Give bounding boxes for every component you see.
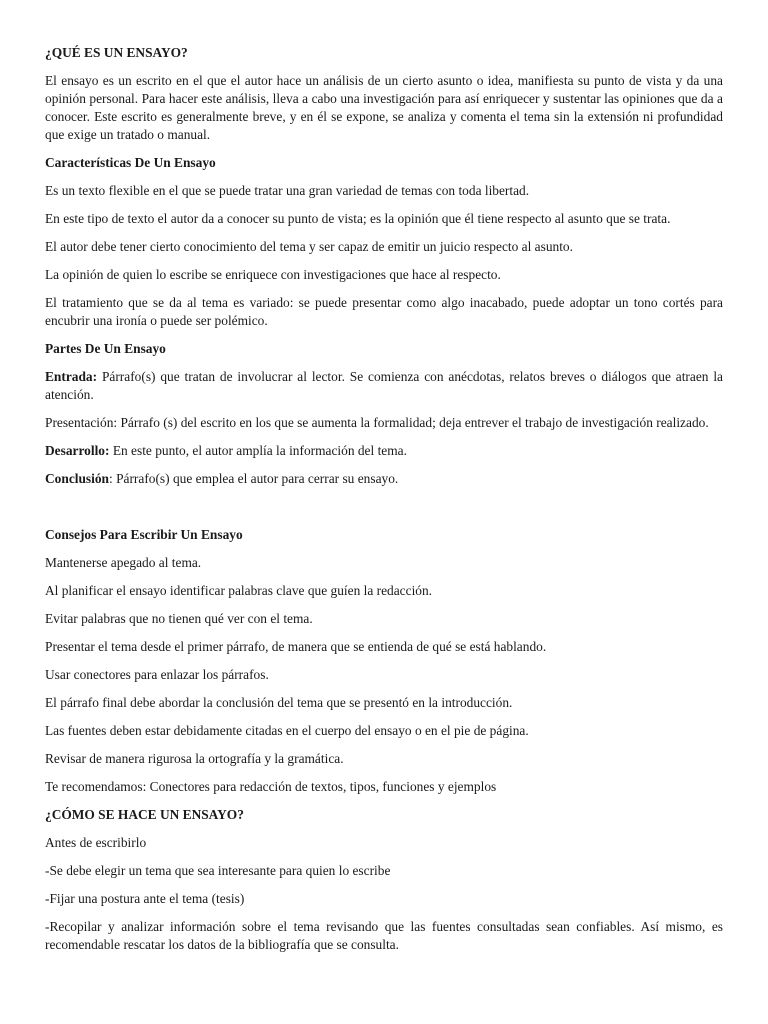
part-desarrollo	[45, 442, 723, 460]
list-item: Te recomendamos: Conectores para redacción de textos, tipos, funciones y ejemplos	[45, 779, 497, 794]
list-item: -Fijar una postura ante el tema (tesis)	[45, 891, 245, 906]
list-item: Mantenerse apegado al tema.	[45, 555, 202, 570]
list-item: El párrafo final debe abordar la conclusión del tema que se presentó en la introducción.	[45, 695, 513, 710]
list-item: La opinión de quien lo escribe se enriquece con investigaciones que hace al respecto.	[45, 267, 501, 282]
section-title-que-es: ¿QUÉ ES UN ENSAYO?	[45, 45, 188, 60]
paragraph-definition: El ensayo es un escrito en el que el autor hace un análisis de un cierto asunto o idea, manifiesta su punto de vista y da una opinión personal. Para hacer este análisis, lleva a cabo una investigación para así enriquecer y sustentar las opiniones que da a conocer. Este escrito es generalmente breve, y en él se expone, se analiza y comenta el tema sin la extensión ni profundidad que exige un tratado o manual.	[45, 73, 723, 142]
list-item: Evitar palabras que no tienen qué ver con el tema.	[45, 611, 313, 626]
section-title-consejos: Consejos Para Escribir Un Ensayo	[45, 527, 243, 542]
list-item: Usar conectores para enlazar los párrafos.	[45, 667, 269, 682]
list-item: Es un texto flexible en el que se puede tratar una gran variedad de temas con toda libertad.	[45, 183, 530, 198]
list-item: -Recopilar y analizar información sobre el tema revisando que las fuentes consultadas sean confiables. Así mismo, es recomendable rescatar los datos de la bibliografía que se consulta.	[45, 919, 723, 952]
spacer	[45, 498, 723, 526]
list-item: Revisar de manera rigurosa la ortografía y la gramática.	[45, 751, 344, 766]
list-item: El autor debe tener cierto conocimiento del tema y ser capaz de emitir un juicio respecto al asunto.	[45, 239, 573, 254]
section-title-partes: Partes De Un Ensayo	[45, 341, 166, 356]
part-conclusion	[45, 470, 723, 488]
list-item: Presentar el tema desde el primer párrafo, de manera que se entienda de qué se está hablando.	[45, 639, 547, 654]
part-entrada	[45, 368, 723, 404]
part-conclusion-text: : Párrafo(s) que emplea el autor para cerrar su ensayo.	[109, 471, 399, 486]
section-title-como-se-hace: ¿CÓMO SE HACE UN ENSAYO?	[45, 807, 244, 822]
document-page	[45, 44, 723, 964]
list-item: -Se debe elegir un tema que sea interesante para quien lo escribe	[45, 863, 391, 878]
part-presentacion: Presentación: Párrafo (s) del escrito en los que se aumenta la formalidad; deja entrever el trabajo de investigación realizado.	[45, 415, 709, 430]
part-desarrollo-label: Desarrollo:	[45, 443, 110, 458]
part-entrada-label: Entrada:	[45, 369, 98, 384]
list-item: Al planificar el ensayo identificar palabras clave que guíen la redacción.	[45, 583, 433, 598]
part-conclusion-label: Conclusión	[45, 471, 109, 486]
part-entrada-text: Párrafo(s) que tratan de involucrar al lector. Se comienza con anécdotas, relatos breves o diálogos que atraen la atención.	[45, 369, 723, 402]
list-item: El tratamiento que se da al tema es variado: se puede presentar como algo inacabado, puede adoptar un tono cortés para encubrir una ironía o puede ser polémico.	[45, 295, 723, 328]
list-item: Las fuentes deben estar debidamente citadas en el cuerpo del ensayo o en el pie de página.	[45, 723, 529, 738]
part-desarrollo-text: En este punto, el autor amplía la información del tema.	[109, 443, 407, 458]
list-item: En este tipo de texto el autor da a conocer su punto de vista; es la opinión que él tiene respecto al asunto que se trata.	[45, 211, 671, 226]
section-title-caracteristicas: Características De Un Ensayo	[45, 155, 216, 170]
list-item: Antes de escribirlo	[45, 835, 147, 850]
